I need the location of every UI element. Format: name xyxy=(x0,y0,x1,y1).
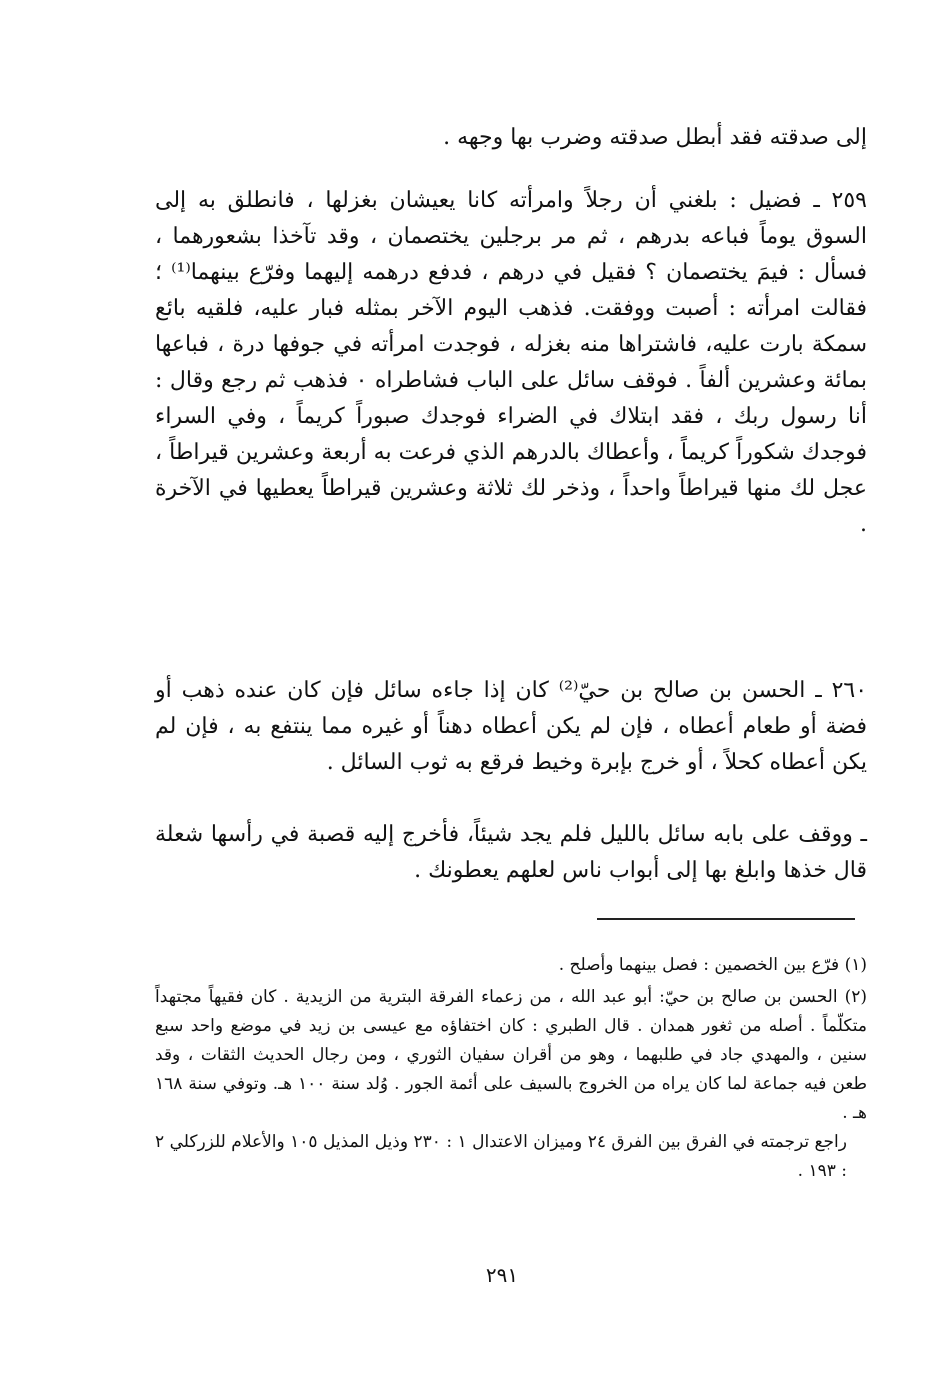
footnote-2 xyxy=(155,983,867,1186)
continuation-text: إلى صدقته فقد أبطل صدقته وضرب بها وجهه . xyxy=(443,125,867,150)
paragraph-260-continued-text: ـ ووقف على بابه سائل بالليل فلم يجد شيئاً، فأخرج إليه قصبة في رأسها شعلة قال خذها وابلغ بها إلى أبواب ناس لعلهم يعطونك . xyxy=(155,822,867,883)
paragraph-259-text: ٢٥٩ ـ فضيل : بلغني أن رجلاً وامرأته كانا يعيشان بغزلها ، فانطلق به إلى السوق يوماً فباعه بدرهم ، ثم مر برجلين يختصمان ، وقد تآخذا بشعورهما ، فسأل : فيمَ يختصمان ؟ فقيل في درهم ، فدفع درهمه إليهما وفرّع بينهما⁽¹⁾ ؛ فقالت امرأته : أصبت ووفقت. فذهب اليوم الآخر بمثله فبار عليه، فلقيه بائع سمكة بارت عليه، فاشتراها منه بغزله ، فوجدت امرأته في جوفها درة ، فباعها بمائة وعشرين ألفاً . فوقف سائل على الباب فشاطراه ٠ فذهب ثم رجع وقال : أنا رسول ربك ، فقد ابتلاك في الضراء فوجدك صبوراً كريماً ، وفي السراء فوجدك شكوراً كريماً ، وأعطاك بالدرهم الذي فرعت به أربعة وعشرين قيراطاً ، عجل لك منها قيراطاً واحداً ، وذخر لك ثلاثة وعشرين قيراطاً يعطيها في الآخرة . xyxy=(155,188,868,537)
footnote-1 xyxy=(155,951,867,980)
paragraph-259 xyxy=(155,183,867,543)
continuation-paragraph xyxy=(155,120,867,156)
footnote-2-references: راجع ترجمته في الفرق بين الفرق ٢٤ وميزان الاعتدال ١ : ٢٣٠ وذيل المذيل ١٠٥ والأعلام للزركلي ٢ : ١٩٣ . xyxy=(155,1132,847,1181)
paragraph-260-continued xyxy=(155,817,867,889)
paragraph-260-text: ٢٦٠ ـ الحسن بن صالح بن حيّ⁽²⁾ كان إذا جاءه سائل فإن كان عنده ذهب أو فضة أو طعام أعطاه ، فإن لم يكن أعطاه دهناً أو غيره مما ينتفع به ، فإن لم يكن أعطاه كحلاً ، أو خرج بإبرة وخيط فرقع به ثوب السائل . xyxy=(155,678,868,775)
page-number: ٢٩١ xyxy=(485,1263,519,1287)
paragraph-260 xyxy=(155,673,867,781)
footnote-1-text: (١) فرّع بين الخصمين : فصل بينهما وأصلح . xyxy=(558,955,867,975)
footnote-2-text: (٢) الحسن بن صالح بن حيّ: أبو عبد الله ، من زعماء الفرقة البترية من الزيدية . كان فقيهاً مجتهداً متكلّماً . أصله من ثغور همدان . قال الطبري : كان اختفاؤه مع عيسى بن زيد في موضع واحد سبع سنين ، والمهدي جاد في طلبهما ، وهو من أقران سفيان الثوري ، ومن رجال الحديث الثقات ، وقد طعن فيه جماعة لما كان يراه من الخروج بالسيف على أئمة الجور . وُلد سنة ١٠٠ هـ. وتوفي سنة ١٦٨ هـ . xyxy=(155,987,867,1123)
footnote-separator xyxy=(597,918,855,920)
